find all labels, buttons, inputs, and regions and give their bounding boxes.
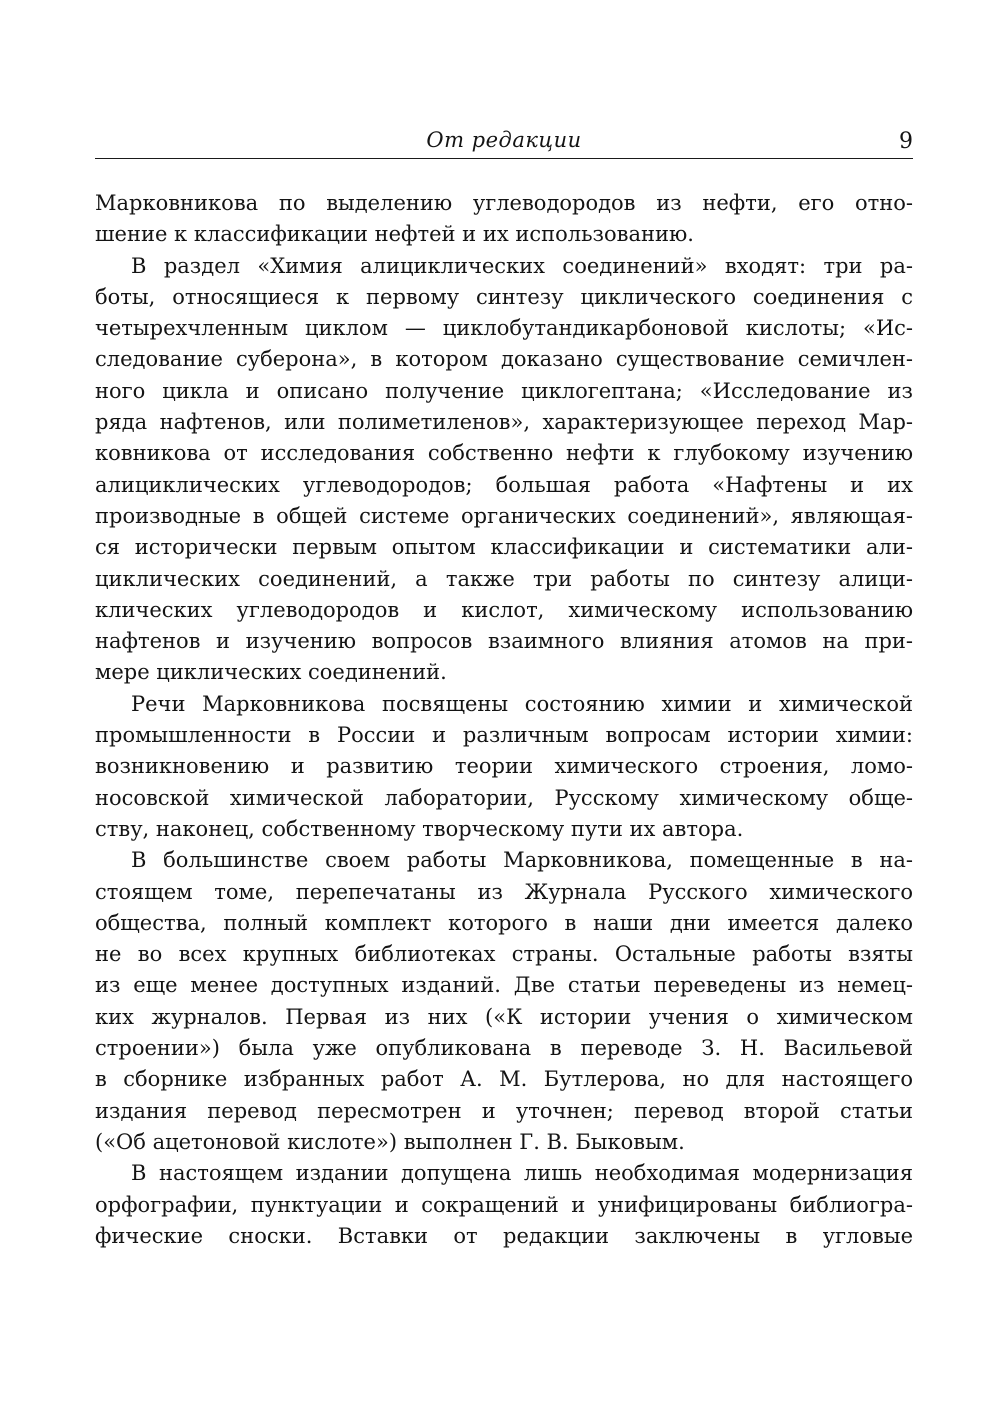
text-line: орфографии, пунктуации и сокращений и унифицированы библиогра-: [95, 1192, 913, 1217]
text-line: производные в общей системе органических соединений», являющая-: [95, 503, 913, 528]
paragraph-2: [95, 251, 913, 689]
page-number: 9: [899, 129, 913, 154]
text-line: («Об ацетоновой кислоте») выполнен Г. В. Быковым.: [95, 1129, 685, 1154]
text-line: ного цикла и описано получение циклогептана; «Исследование из: [95, 378, 913, 403]
running-title: От редакции: [426, 128, 582, 152]
body-text: [95, 188, 913, 1252]
text-line: фические сноски. Вставки от редакции заключены в угловые: [95, 1223, 913, 1248]
text-line: издания перевод пересмотрен и уточнен; перевод второй статьи: [95, 1098, 913, 1123]
text-line: В настоящем издании допущена лишь необходимая модернизация: [131, 1161, 913, 1186]
text-line: ковникова от исследования собственно нефти к глубокому изучению: [95, 441, 913, 466]
paragraph-3: [95, 689, 913, 845]
text-line: шение к классификации нефтей и их использованию.: [95, 222, 694, 247]
book-page: [95, 124, 913, 1252]
text-line: не во всех крупных библиотеках страны. Остальные работы взяты: [95, 942, 913, 967]
text-line: стоящем томе, перепечатаны из Журнала Русского химического: [95, 879, 913, 904]
text-line: Речи Марковникова посвящены состоянию химии и химической: [131, 691, 913, 716]
text-line: боты, относящиеся к первому синтезу циклического соединения с: [95, 284, 913, 309]
text-line: возникновению и развитию теории химического строения, ломо-: [95, 754, 913, 779]
text-line: ся исторически первым опытом классификации и систематики али-: [95, 535, 913, 560]
text-line: нафтенов и изучению вопросов взаимного влияния атомов на при-: [95, 629, 913, 654]
text-line: строении») была уже опубликована в переводе З. Н. Васильевой: [95, 1036, 913, 1061]
text-line: Марковникова по выделению углеводородов из нефти, его отно-: [95, 191, 913, 215]
text-line: общества, полный комплект которого в наши дни имеется далеко: [95, 910, 913, 935]
text-line: в сборнике избранных работ А. М. Бутлерова, но для настоящего: [95, 1067, 913, 1092]
text-line: носовской химической лаборатории, Русскому химическому обще-: [95, 785, 913, 810]
text-line: В большинстве своем работы Марковникова, помещенные в на-: [131, 848, 913, 873]
text-line: следование суберона», в котором доказано существование семичлен-: [95, 347, 913, 372]
text-line: ряда нафтенов, или полиметиленов», характеризующее переход Мар-: [95, 410, 913, 435]
text-line: В раздел «Химия алициклических соединений» входят: три ра-: [131, 253, 913, 278]
text-line: промышленности в России и различным вопросам истории химии:: [95, 723, 913, 748]
text-line: алициклических углеводородов; большая работа «Нафтены и их: [95, 472, 913, 497]
text-line: ству, наконец, собственному творческому пути их автора.: [95, 816, 744, 841]
text-line: мере циклических соединений.: [95, 660, 447, 685]
paragraph-1: [95, 188, 913, 251]
text-line: циклических соединений, а также три работы по синтезу алици-: [95, 566, 913, 591]
paragraph-4: [95, 845, 913, 1158]
paragraph-5: [95, 1158, 913, 1252]
text-line: четырехчленным циклом — циклобутандикарбоновой кислоты; «Ис-: [95, 316, 913, 341]
text-line: из еще менее доступных изданий. Две статьи переведены из немец-: [95, 973, 913, 998]
text-line: клических углеводородов и кислот, химическому использованию: [95, 597, 913, 622]
text-line: ких журналов. Первая из них («К истории учения о химическом: [95, 1004, 913, 1029]
running-header: [95, 124, 913, 159]
